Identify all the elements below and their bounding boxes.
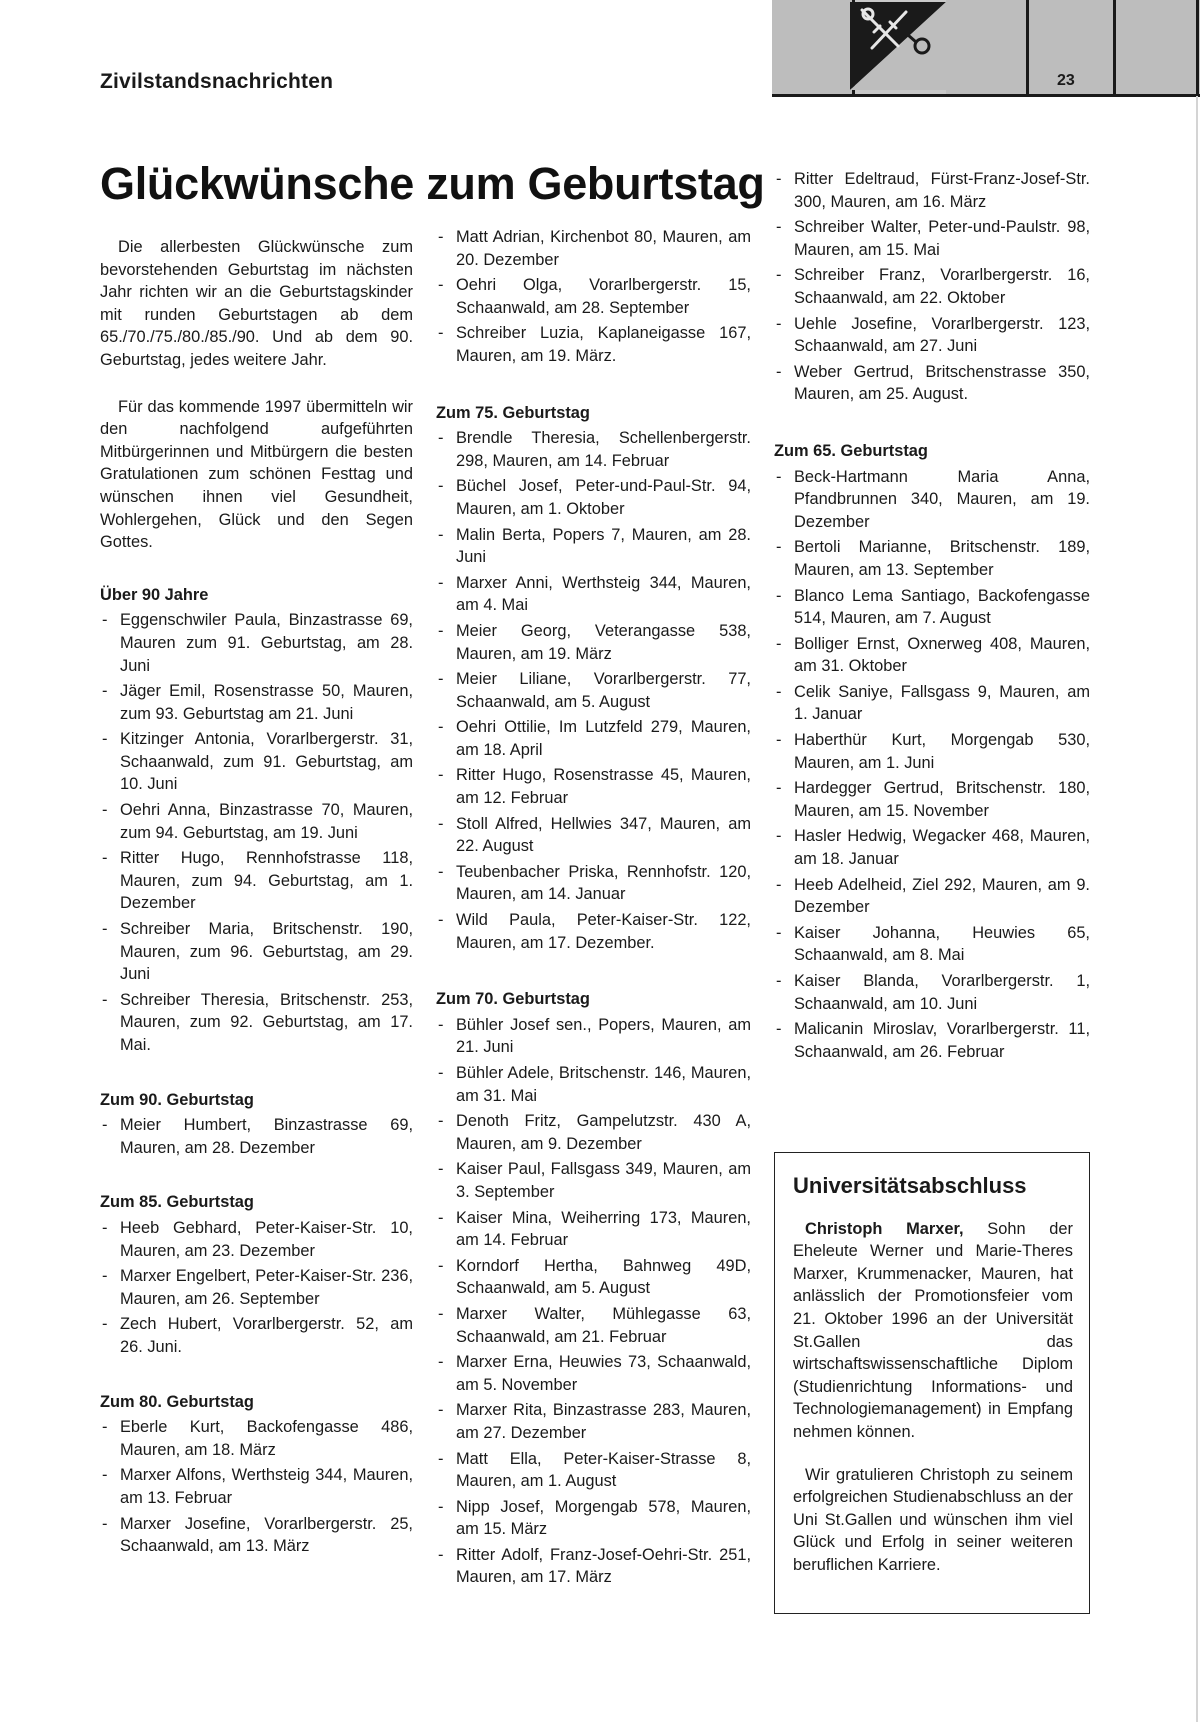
list-item: - Eggenschwiler Paula, Binzastrasse 69, Mauren zum 91. Geburtstag, am 28. Juni	[100, 609, 413, 677]
list-item: - Schreiber Luzia, Kaplaneigasse 167, Mauren, am 19. März.	[436, 322, 751, 367]
list-item: - Stoll Alfred, Hellwies 347, Mauren, am 22. August	[436, 813, 751, 858]
university-paragraph-1	[793, 1218, 1073, 1444]
list-item: - Eberle Kurt, Backofengasse 486, Mauren, am 18. März	[100, 1416, 413, 1461]
list-item: - Nipp Josef, Morgengab 578, Mauren, am 15. März	[436, 1496, 751, 1541]
list-item: - Bühler Josef sen., Popers, Mauren, am 21. Juni	[436, 1014, 751, 1059]
list-item: - Heeb Gebhard, Peter-Kaiser-Str. 10, Mauren, am 23. Dezember	[100, 1217, 413, 1262]
group-ueber90	[100, 584, 413, 1057]
university-notice-box	[774, 1152, 1090, 1614]
list-item: - Bühler Adele, Britschenstr. 146, Mauren, am 31. Mai	[436, 1062, 751, 1107]
list-item: - Meier Humbert, Binzastrasse 69, Mauren, am 28. Dezember	[100, 1114, 413, 1159]
list-item: - Denoth Fritz, Gampelutzstr. 430 A, Mauren, am 9. Dezember	[436, 1110, 751, 1155]
group-zum65	[774, 440, 1090, 1063]
list-item: - Meier Liliane, Vorarlbergerstr. 77, Schaanwald, am 5. August	[436, 668, 751, 713]
university-title: Universitätsabschluss	[793, 1173, 1027, 1198]
entry-list	[436, 226, 751, 368]
list-item: - Schreiber Theresia, Britschenstr. 253, Mauren, zum 92. Geburtstag, am 17. Mai.	[100, 989, 413, 1057]
entry-list	[436, 427, 751, 954]
list-item: - Schreiber Maria, Britschenstr. 190, Mauren, zum 96. Geburtstag, am 29. Juni	[100, 918, 413, 986]
list-item: - Ritter Adolf, Franz-Josef-Oehri-Str. 251, Mauren, am 17. März	[436, 1544, 751, 1589]
entry-list	[436, 1014, 751, 1589]
list-item: - Wild Paula, Peter-Kaiser-Str. 122, Mauren, am 17. Dezember.	[436, 909, 751, 954]
list-item: - Kaiser Blanda, Vorarlbergerstr. 1, Schaanwald, am 10. Juni	[774, 970, 1090, 1015]
crossed-keys-emblem-icon	[850, 2, 946, 90]
list-item: - Marxer Rita, Binzastrasse 283, Mauren, am 27. Dezember	[436, 1399, 751, 1444]
list-item: - Jäger Emil, Rosenstrasse 50, Mauren, zum 93. Geburtstag am 21. Juni	[100, 680, 413, 725]
entry-list	[100, 1217, 413, 1359]
list-item: - Bolliger Ernst, Oxnerweg 408, Mauren, am 31. Oktober	[774, 633, 1090, 678]
group-title: Zum 90. Geburtstag	[100, 1090, 254, 1109]
graduate-name: Christoph Marxer,	[805, 1219, 964, 1238]
list-item: - Marxer Alfons, Werthsteig 344, Mauren, am 13. Februar	[100, 1464, 413, 1509]
list-item: - Blanco Lema Santiago, Backofengasse 514, Mauren, am 7. August	[774, 585, 1090, 630]
university-paragraph-2: Wir gratulieren Christoph zu seinem erfolgreichen Studienabschluss an der Uni St.Gallen und wünschen ihm viel Glück und Erfolg in seiner weiteren beruflichen Karriere.	[793, 1465, 1073, 1574]
list-item: - Haberthür Kurt, Morgengab 530, Mauren, am 1. Juni	[774, 729, 1090, 774]
group-title: Zum 80. Geburtstag	[100, 1392, 254, 1411]
list-item: - Korndorf Hertha, Bahnweg 49D, Schaanwald, am 5. August	[436, 1255, 751, 1300]
group-zum80-continued	[436, 226, 751, 368]
list-item: - Weber Gertrud, Britschenstrasse 350, Mauren, am 25. August.	[774, 361, 1090, 406]
list-item: - Schreiber Franz, Vorarlbergerstr. 16, Schaanwald, am 22. Oktober	[774, 264, 1090, 309]
intro-paragraph-1: Die allerbesten Glückwünsche zum bevorstehenden Geburtstag im nächsten Jahr richten wir an die Geburtstagskinder mit runden Geburtstagen ab dem 65./70./75./80./85./90. Und ab dem 90. Geburtstag, jedes weitere Jahr.	[100, 238, 413, 369]
group-zum90	[100, 1089, 413, 1160]
list-item: - Celik Saniye, Fallsgass 9, Mauren, am 1. Januar	[774, 681, 1090, 726]
group-zum70-continued	[774, 168, 1090, 406]
list-item: - Oehri Anna, Binzastrasse 70, Mauren, zum 94. Geburtstag, am 19. Juni	[100, 799, 413, 844]
group-zum85	[100, 1191, 413, 1358]
group-title: Zum 75. Geburtstag	[436, 403, 590, 422]
list-item: - Meier Georg, Veterangasse 538, Mauren, am 19. März	[436, 620, 751, 665]
list-item: - Brendle Theresia, Schellenbergerstr. 298, Mauren, am 14. Februar	[436, 427, 751, 472]
list-item: - Hasler Hedwig, Wegacker 468, Mauren, am 18. Januar	[774, 825, 1090, 870]
list-item: - Büchel Josef, Peter-und-Paul-Str. 94, Mauren, am 1. Oktober	[436, 475, 751, 520]
university-paragraph-1-text: Sohn der Eheleute Werner und Marie-Theres Marxer, Krummenacker, Mauren, hat anlässlich der Promotionsfeier vom 21. Oktober 1996 an der Universität St.Gallen das wirtschaftswissenschaftliche Diplom (Studienrichtung Informations- und Technologiemanagement) in Empfang nehmen können.	[793, 1219, 1073, 1441]
list-item: - Marxer Anni, Werthsteig 344, Mauren, am 4. Mai	[436, 572, 751, 617]
header-band	[772, 0, 1200, 96]
group-zum75	[436, 402, 751, 955]
entry-list	[774, 168, 1090, 406]
list-item: - Kaiser Mina, Weiherring 173, Mauren, am 14. Februar	[436, 1207, 751, 1252]
list-item: - Marxer Erna, Heuwies 73, Schaanwald, am 5. November	[436, 1351, 751, 1396]
group-zum80	[100, 1391, 413, 1558]
group-zum70	[436, 988, 751, 1589]
group-title: Über 90 Jahre	[100, 585, 209, 604]
list-item: - Matt Adrian, Kirchenbot 80, Mauren, am 20. Dezember	[436, 226, 751, 271]
column-3	[774, 168, 1090, 1089]
list-item: - Ritter Edeltraud, Fürst-Franz-Josef-Str. 300, Mauren, am 16. März	[774, 168, 1090, 213]
page-number: 23	[1057, 72, 1075, 89]
intro-paragraph-2: Für das kommende 1997 übermitteln wir den nachfolgend aufgeführten Mitbürgerinnen und Mitbürgern die besten Gratulationen zum schönen Festtag und wünschen ihnen viel Gesundheit, Wohlergehen, Glück und den Segen Gottes.	[100, 397, 413, 552]
list-item: - Bertoli Marianne, Britschenstr. 189, Mauren, am 13. September	[774, 536, 1090, 581]
list-item: - Teubenbacher Priska, Rennhofstr. 120, Mauren, am 14. Januar	[436, 861, 751, 906]
list-item: - Ritter Hugo, Rosenstrasse 45, Mauren, am 12. Februar	[436, 764, 751, 809]
group-title: Zum 70. Geburtstag	[436, 990, 590, 1009]
list-item: - Hardegger Gertrud, Britschenstr. 180, Mauren, am 15. November	[774, 777, 1090, 822]
group-title: Zum 85. Geburtstag	[100, 1193, 254, 1212]
entry-list	[774, 466, 1090, 1064]
list-item: - Malicanin Miroslav, Vorarlbergerstr. 11, Schaanwald, am 26. Februar	[774, 1018, 1090, 1063]
list-item: - Marxer Josefine, Vorarlbergerstr. 25, Schaanwald, am 13. März	[100, 1513, 413, 1558]
page-title: Glückwünsche zum Geburtstag	[100, 158, 765, 209]
list-item: - Schreiber Walter, Peter-und-Paulstr. 98, Mauren, am 15. Mai	[774, 216, 1090, 261]
list-item: - Malin Berta, Popers 7, Mauren, am 28. Juni	[436, 524, 751, 569]
entry-list	[100, 1416, 413, 1558]
intro	[100, 236, 413, 554]
entry-list	[100, 609, 413, 1056]
list-item: - Ritter Hugo, Rennhofstrasse 118, Mauren, zum 94. Geburtstag, am 1. Dezember	[100, 847, 413, 915]
entry-list	[100, 1114, 413, 1159]
list-item: - Kaiser Johanna, Heuwies 65, Schaanwald, am 8. Mai	[774, 922, 1090, 967]
column-2	[436, 226, 751, 1615]
column-1	[100, 236, 413, 1584]
list-item: - Marxer Walter, Mühlegasse 63, Schaanwald, am 21. Februar	[436, 1303, 751, 1348]
list-item: - Uehle Josefine, Vorarlbergerstr. 123, Schaanwald, am 27. Juni	[774, 313, 1090, 358]
list-item: - Marxer Engelbert, Peter-Kaiser-Str. 236, Mauren, am 26. September	[100, 1265, 413, 1310]
list-item: - Kaiser Paul, Fallsgass 349, Mauren, am 3. September	[436, 1158, 751, 1203]
list-item: - Zech Hubert, Vorarlbergerstr. 52, am 26. Juni.	[100, 1313, 413, 1358]
list-item: - Beck-Hartmann Maria Anna, Pfandbrunnen 340, Mauren, am 19. Dezember	[774, 466, 1090, 534]
list-item: - Kitzinger Antonia, Vorarlbergerstr. 31, Schaanwald, zum 91. Geburtstag, am 10. Juni	[100, 728, 413, 796]
group-title: Zum 65. Geburtstag	[774, 441, 928, 460]
list-item: - Oehri Olga, Vorarlbergerstr. 15, Schaanwald, am 28. September	[436, 274, 751, 319]
list-item: - Oehri Ottilie, Im Lutzfeld 279, Mauren, am 18. April	[436, 716, 751, 761]
list-item: - Matt Ella, Peter-Kaiser-Strasse 8, Mauren, am 1. August	[436, 1448, 751, 1493]
section-header: Zivilstandsnachrichten	[100, 70, 334, 93]
list-item: - Heeb Adelheid, Ziel 292, Mauren, am 9. Dezember	[774, 874, 1090, 919]
